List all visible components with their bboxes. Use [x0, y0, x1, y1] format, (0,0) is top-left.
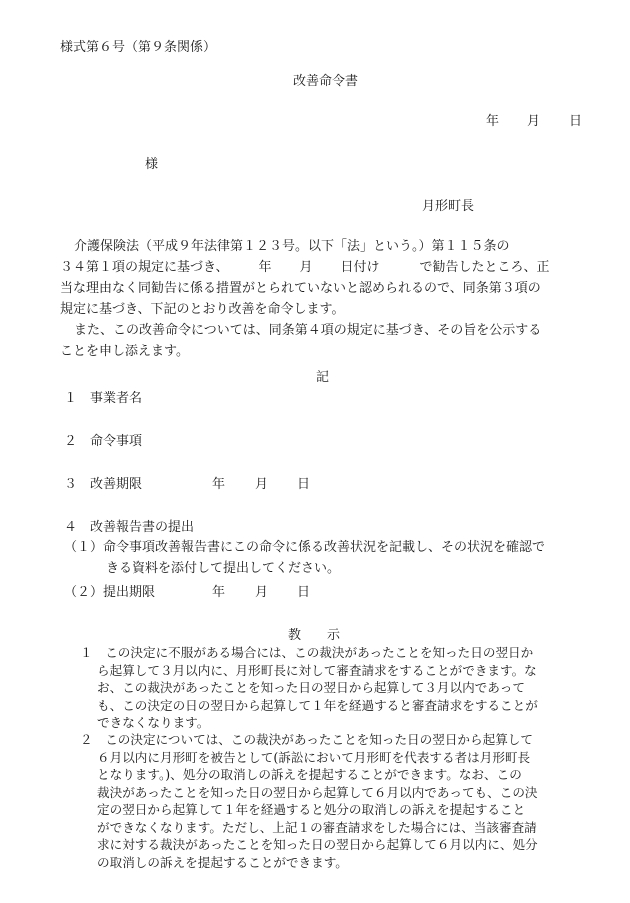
- deadline-day: 日: [297, 477, 311, 492]
- item-business-name: １ 事業者名: [64, 391, 143, 406]
- date-month: 月: [527, 114, 541, 129]
- body-line: 規定に基づき、下記のとおり改善を命令します。: [60, 302, 345, 317]
- notice-line: 定の翌日から起算して１年を経過すると処分の取消しの訴えを提起すること: [97, 802, 526, 817]
- body-line: 当な理由なく同勧告に係る措置がとられていないと認められるので、同条第３項の: [60, 281, 541, 296]
- submission-day: 日: [297, 585, 311, 600]
- notice-line: ２ この決定については、この裁決があったことを知った日の翌日から起算して: [80, 732, 533, 747]
- document-title: 改善命令書: [293, 74, 359, 89]
- blank-month: 月: [299, 260, 313, 275]
- blank-year: 年: [258, 260, 272, 275]
- deadline-label: ３ 改善期限: [64, 477, 143, 492]
- body-line: また、この改善命令については、同条第４項の規定に基づき、その旨を公示する: [74, 323, 542, 338]
- notice-line: できなくなります。: [97, 715, 210, 730]
- deadline-month: 月: [255, 477, 269, 492]
- blank-day: 日付け: [340, 260, 380, 275]
- issuer: 月形町長: [422, 199, 475, 214]
- notice-line: も、この決定の日の翌日から起算して１年を経過すると審査請求をすることが: [97, 697, 538, 713]
- notice-title: 教 示: [288, 628, 341, 643]
- notice-line: となります。)、処分の取消しの訴えを提起することができます。なお、この: [97, 767, 522, 782]
- notice-item-1: [80, 644, 600, 732]
- deadline-year: 年: [212, 477, 226, 492]
- notice-line: ができなくなります。ただし、上記１の審査請求をした場合には、当該審査請: [97, 819, 537, 835]
- sub-item-1-line: （１）命令事項改善報告書にこの命令に係る改善状況を記載し、その状況を確認で: [64, 540, 546, 555]
- body-paragraph-1: [60, 236, 590, 320]
- body-line: [60, 257, 590, 278]
- notice-line: １ この決定に不服がある場合には、この裁決があったことを知った日の翌日か: [80, 645, 534, 660]
- notice-line: お、この裁決があったことを知った日の翌日から起算して３月以内であって: [97, 680, 525, 695]
- date-day: 日: [569, 114, 583, 129]
- item-report-submission: ４ 改善報告書の提出: [64, 520, 195, 535]
- body-line: 介護保険法（平成９年法律第１２３号。以下「法」という。）第１１５条の: [74, 239, 510, 254]
- body-text: で勧告したところ、正: [419, 260, 550, 275]
- addressee-suffix: 様: [145, 157, 159, 172]
- notice-line: ６月以内に月形町を被告として(訴訟において月形町を代表する者は月形町長: [97, 749, 531, 765]
- body-paragraph-2: [60, 320, 590, 362]
- item-order-matters: ２ 命令事項: [64, 434, 143, 449]
- body-line: ことを申し添えます。: [60, 344, 189, 359]
- body-text: ３４第１項の規定に基づき、: [60, 260, 229, 275]
- notice-line: ら起算して３月以内に、月形町長に対して審査請求をすることができます。な: [97, 662, 537, 678]
- form-label: 様式第６号（第９条関係）: [60, 40, 217, 55]
- notice-line: 求に対する裁決があったことを知った日の翌日から起算して６月以内に、処分: [97, 837, 538, 852]
- ki-label: 記: [316, 370, 330, 385]
- sub-item-1-line: きる資料を添付して提出してください。: [106, 561, 341, 576]
- notice-line: 裁決があったことを知った日の翌日から起算して６月以内であっても、この決: [97, 784, 538, 800]
- submission-year: 年: [212, 585, 226, 600]
- submission-month: 月: [255, 585, 269, 600]
- submission-deadline-label: （２）提出期限: [64, 585, 156, 600]
- notice-line: の取消しの訴えを提起することができます。: [97, 854, 348, 870]
- sub-item-1: [64, 537, 594, 579]
- notice-item-2: [80, 731, 600, 871]
- date-year: 年: [486, 114, 500, 129]
